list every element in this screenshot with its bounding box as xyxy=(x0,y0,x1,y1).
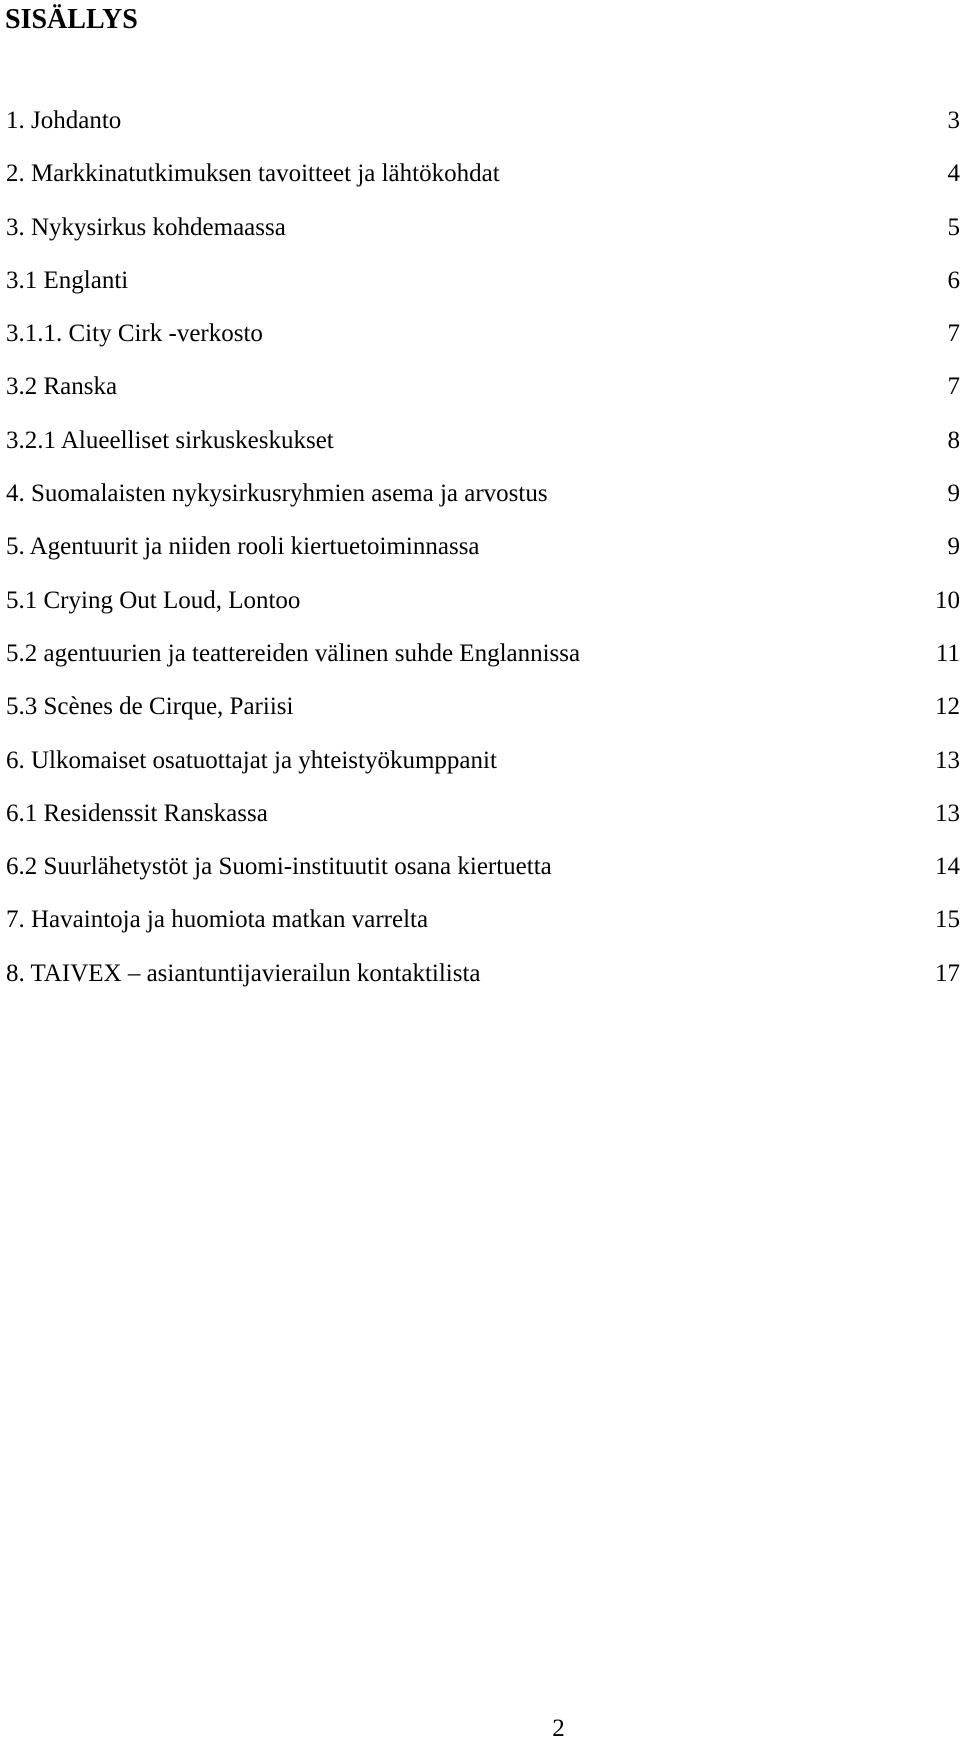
toc-entry-page: 13 xyxy=(935,799,960,827)
page-number: 2 xyxy=(552,1715,565,1742)
toc-entry-label: 6.1 Residenssit Ranskassa xyxy=(6,799,268,827)
toc-entry-label: 6.2 Suurlähetystöt ja Suomi-instituutit osana kiertuetta xyxy=(6,853,552,881)
toc-entry xyxy=(6,156,960,209)
toc-entry-page: 11 xyxy=(935,639,960,667)
toc-entry-page: 12 xyxy=(935,693,960,721)
toc-entry-page: 4 xyxy=(947,160,960,188)
toc-entry xyxy=(6,476,960,529)
toc-entry-page: 13 xyxy=(935,746,960,774)
toc-entry-label: 3.1 Englanti xyxy=(6,266,129,294)
toc-entry xyxy=(6,849,960,902)
toc-entry-label: 6. Ulkomaiset osatuottajat ja yhteistyökumppanit xyxy=(6,746,497,774)
toc-entry-label: 3.1.1. City Cirk -verkosto xyxy=(6,320,263,348)
toc-entry-label: 7. Havaintoja ja huomiota matkan varrelta xyxy=(6,906,429,934)
toc-entry-page: 7 xyxy=(947,320,960,348)
toc-entry xyxy=(6,956,960,1009)
page-title: SISÄLLYS xyxy=(5,4,138,35)
toc-entry-label: 4. Suomalaisten nykysirkusryhmien asema ja arvostus xyxy=(6,480,548,508)
toc-entry-page: 14 xyxy=(935,853,960,881)
toc-entry xyxy=(6,902,960,955)
toc-entry xyxy=(6,689,960,742)
toc-entry-page: 9 xyxy=(947,480,960,508)
toc-entry-page: 17 xyxy=(935,959,960,987)
toc-entry-label: 5.2 agentuurien ja teattereiden välinen suhde Englannissa xyxy=(6,639,581,667)
toc-entry xyxy=(6,423,960,476)
toc-entry xyxy=(6,796,960,849)
toc-entry-page: 3 xyxy=(947,107,960,134)
toc-entry-page: 6 xyxy=(947,266,960,294)
toc-entry-label: 2. Markkinatutkimuksen tavoitteet ja lähtökohdat xyxy=(6,160,500,188)
toc-entry xyxy=(6,529,960,582)
toc-entry xyxy=(6,743,960,796)
toc-entry-page: 7 xyxy=(947,373,960,401)
toc-entry-page: 15 xyxy=(935,906,960,934)
toc-entry xyxy=(6,316,960,369)
toc-entry-page: 10 xyxy=(935,586,960,614)
table-of-contents xyxy=(6,103,960,1009)
toc-entry-label: 3. Nykysirkus kohdemaassa xyxy=(6,213,286,241)
toc-entry-page: 8 xyxy=(947,426,960,454)
toc-entry xyxy=(6,583,960,636)
toc-entry-label: 8. TAIVEX – asiantuntijavierailun kontaktilista xyxy=(6,959,481,987)
toc-entry-label: 5.3 Scènes de Cirque, Pariisi xyxy=(6,693,294,721)
toc-entry-page: 9 xyxy=(947,533,960,561)
toc-entry xyxy=(6,210,960,263)
toc-entry-label: 3.2.1 Alueelliset sirkuskeskukset xyxy=(6,426,334,454)
toc-entry xyxy=(6,369,960,422)
toc-entry-label: 3.2 Ranska xyxy=(6,373,118,401)
toc-entry xyxy=(6,263,960,316)
toc-entry-label: 5.1 Crying Out Loud, Lontoo xyxy=(6,586,301,614)
toc-entry-label: 5. Agentuurit ja niiden rooli kiertuetoiminnassa xyxy=(6,533,480,561)
toc-entry xyxy=(6,103,960,156)
toc-entry-page: 5 xyxy=(947,213,960,241)
toc-entry xyxy=(6,636,960,689)
toc-entry-label: 1. Johdanto xyxy=(6,107,122,134)
